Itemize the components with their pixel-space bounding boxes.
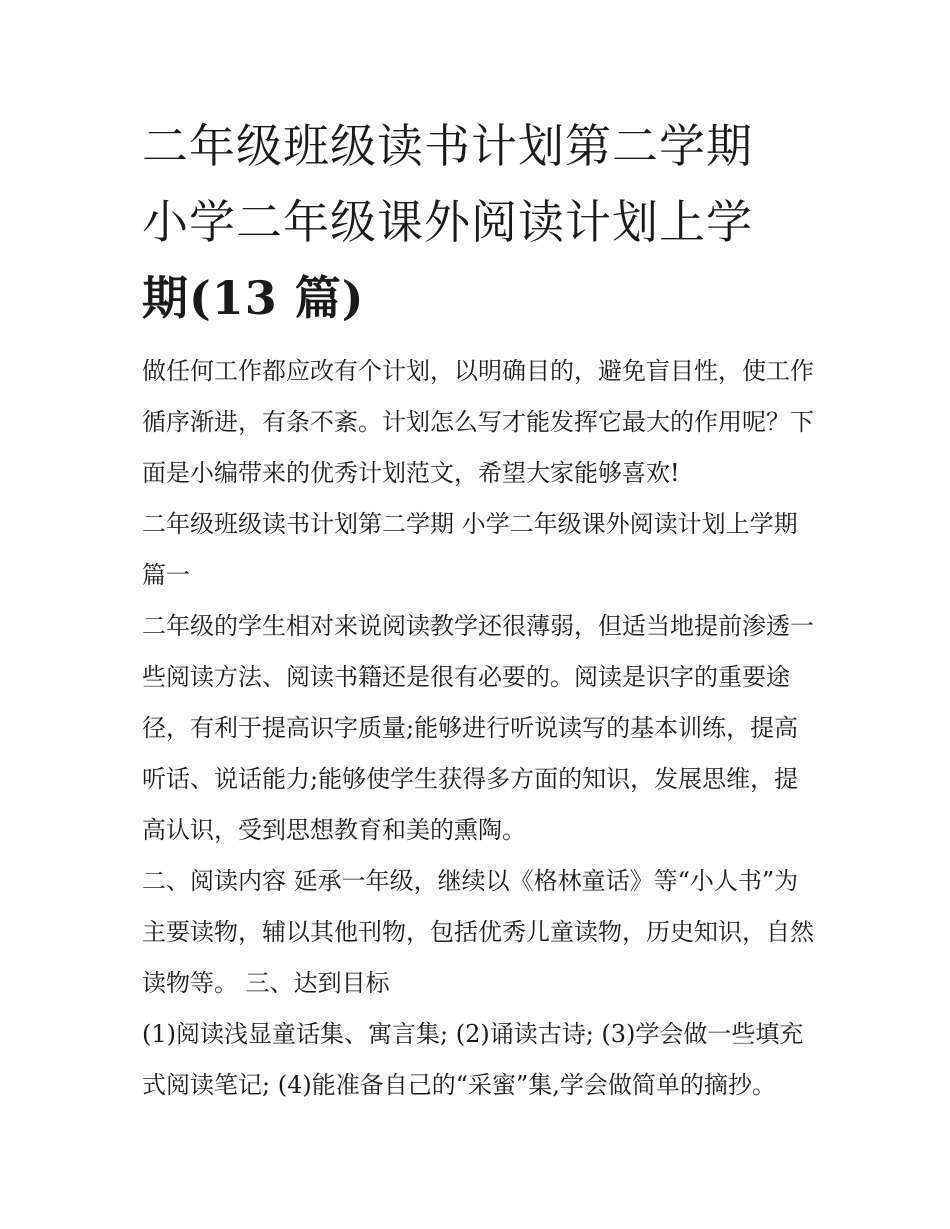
document-title [142,108,814,336]
title-line-2: 小学二年级课外阅读计划上学 [142,195,753,249]
document-body [142,346,814,1111]
title-line-1: 二年级班级读书计划第二学期 [142,119,753,173]
document-page [142,108,814,1111]
title-line-3: 期(13 篇) [142,271,365,325]
body-paragraph: 二年级的学生相对来说阅读教学还很薄弱，但适当地提前渗透一些阅读方法、阅读书籍还是很有必要的。阅读是识字的重要途径，有利于提高识字质量;能够进行听说读写的基本训练，提高听话、说话能力;能够使学生获得多方面的知识，发展思维，提高认识，受到思想教育和美的熏陶。 [142,612,814,844]
goals-paragraph: (1)阅读浅显童话集、寓言集; (2)诵读古诗; (3)学会做一些填充式阅读笔记; (4)能准备自己的“采蜜”集,学会做简单的摘抄。 [142,1020,804,1099]
reading-content-paragraph: 二、阅读内容 延承一年级，继续以《格林童话》等“小人书”为主要读物，辅以其他刊物，包括优秀儿童读物，历史知识，自然读物等。 三、达到目标 [142,867,814,997]
section-heading: 二年级班级读书计划第二学期 小学二年级课外阅读计划上学期篇一 [142,510,798,589]
intro-paragraph: 做任何工作都应改有个计划，以明确目的，避免盲目性，使工作循序渐进，有条不紊。计划怎么写才能发挥它最大的作用呢？下面是小编带来的优秀计划范文，希望大家能够喜欢! [142,357,814,487]
